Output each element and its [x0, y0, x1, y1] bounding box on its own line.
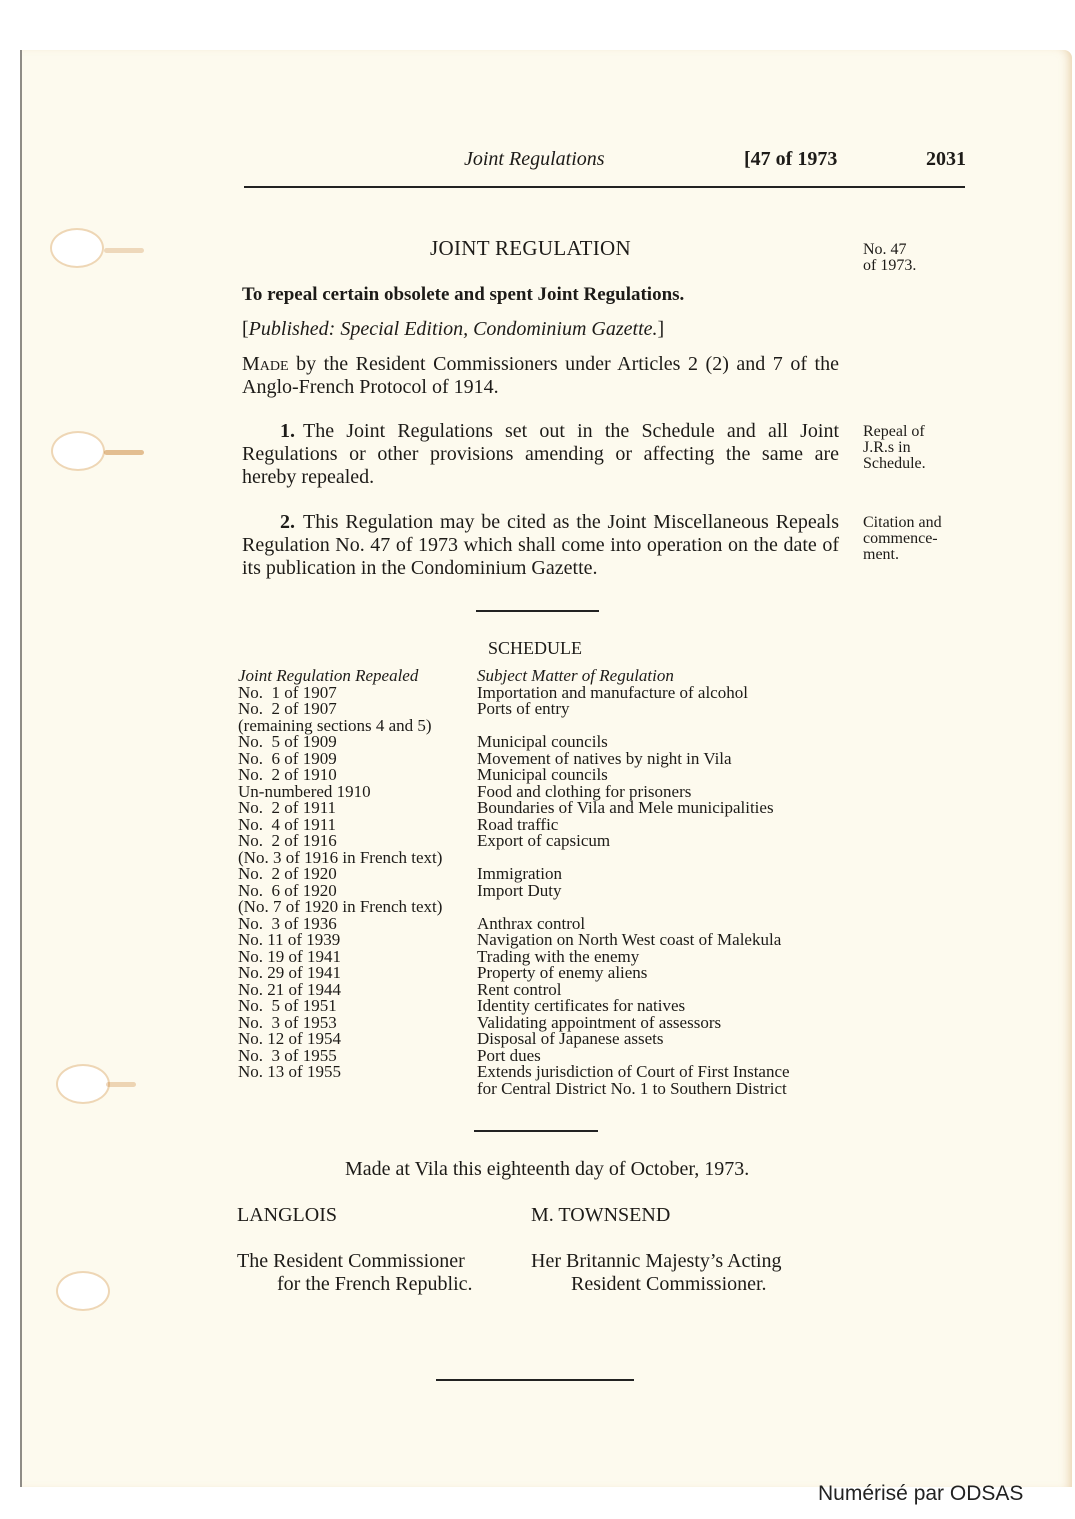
- subject-matter: Identity certificates for natives: [477, 996, 686, 1015]
- section-2-margin-note: [863, 515, 973, 563]
- repealed-regulation: No. 3 of 1953: [238, 1012, 337, 1032]
- subject-matter: Import Duty: [477, 880, 562, 900]
- subject-matter: Trading with the enemy: [477, 946, 640, 966]
- signatory-title-british: [531, 1250, 782, 1296]
- punch-hole: [52, 230, 102, 266]
- rust-stain: [104, 248, 144, 253]
- section-1: [242, 420, 839, 489]
- repealed-regulation: No. 3 of 1955: [238, 1045, 337, 1065]
- section-divider: [476, 610, 599, 612]
- bracket-open: [: [242, 318, 249, 340]
- repealed-regulation: No. 2 of 1910: [238, 765, 337, 784]
- repealed-regulation: No. 2 of 1907: [238, 699, 337, 718]
- repealed-regulation: (No. 7 of 1920 in French text): [238, 897, 443, 916]
- enacting-formula: [242, 353, 839, 399]
- repealed-regulation: No. 6 of 1909: [238, 748, 337, 768]
- title-line: for the French Republic.: [277, 1273, 473, 1295]
- schedule-table: [238, 668, 790, 1097]
- header-rule: [244, 186, 965, 188]
- margin-note-line: J.R.s in: [863, 439, 911, 456]
- enacting-text: by the Resident Commissioners under Articles 2 (2) and 7 of the Anglo-French Protocol of 1914.: [242, 353, 839, 398]
- repealed-regulation: (No. 3 of 1916 in French text): [238, 847, 443, 867]
- title-line: Her Britannic Majesty’s Acting: [531, 1250, 782, 1272]
- subject-matter: Ports of entry: [477, 699, 570, 718]
- long-title: To repeal certain obsolete and spent Joint Regulations.: [242, 284, 685, 305]
- repealed-regulation: No. 29 of 1941: [238, 963, 341, 982]
- subject-matter: Boundaries of Vila and Mele municipalities: [477, 798, 774, 817]
- section-2: [242, 511, 839, 580]
- repealed-regulation: No. 4 of 1911: [238, 814, 337, 834]
- repealed-regulation: No. 5 of 1951: [238, 996, 337, 1015]
- repealed-regulation: No. 2 of 1920: [238, 864, 337, 883]
- repealed-regulation: No. 3 of 1936: [238, 913, 337, 933]
- signatory-name-british: M. TOWNSEND: [531, 1204, 671, 1226]
- subject-matter: Municipal councils: [477, 765, 608, 784]
- page-number: 2031: [926, 148, 966, 170]
- subject-matter: Port dues: [477, 1045, 541, 1065]
- subject-matter: Anthrax control: [477, 913, 586, 933]
- margin-note-line: Repeal of: [863, 423, 925, 440]
- regulation-year-line: of 1973.: [863, 257, 917, 274]
- subject-matter: Road traffic: [477, 814, 559, 834]
- margin-note-line: commence-: [863, 530, 938, 547]
- regulation-number-note: [863, 242, 973, 274]
- subject-matter: Movement of natives by night in Vila: [477, 748, 732, 768]
- subject-matter: Disposal of Japanese assets: [477, 1029, 664, 1048]
- title-line: The Resident Commissioner: [237, 1250, 465, 1272]
- repealed-regulation: No. 21 of 1944: [238, 979, 341, 999]
- schedule-row: [238, 1078, 790, 1098]
- subject-matter: Importation and manufacture of alcohol: [477, 682, 748, 702]
- title-line: Resident Commissioner.: [571, 1273, 767, 1295]
- section-number: 1.: [280, 420, 295, 442]
- repealed-regulation: No. 5 of 1909: [238, 732, 337, 751]
- regulation-title: JOINT REGULATION: [430, 236, 631, 260]
- section-text: This Regulation may be cited as the Joint Miscellaneous Repeals Regulation No. 47 of 1973 which shall come into operation on the date of its publication in the Condominium Gazette.: [242, 511, 839, 579]
- repealed-regulation: No. 2 of 1911: [238, 798, 337, 817]
- subject-matter: Validating appointment of assessors: [477, 1012, 722, 1032]
- repealed-regulation: No. 6 of 1920: [238, 880, 337, 900]
- subject-matter: Immigration: [477, 864, 562, 883]
- schedule-title: SCHEDULE: [488, 638, 582, 658]
- made-at-statement: Made at Vila this eighteenth day of October, 1973.: [345, 1158, 750, 1180]
- section-text: The Joint Regulations set out in the Schedule and all Joint Regulations or other provisions amending or affecting the same are hereby repealed.: [242, 420, 839, 488]
- running-title: Joint Regulations: [464, 148, 605, 170]
- repealed-regulation: No. 12 of 1954: [238, 1029, 341, 1048]
- signatory-title-french: [237, 1250, 473, 1296]
- subject-matter: Rent control: [477, 979, 562, 999]
- subject-matter: Extends jurisdiction of Court of First Instance: [477, 1062, 790, 1081]
- section-1-margin-note: [863, 424, 973, 472]
- subject-matter: for Central District No. 1 to Southern District: [477, 1078, 787, 1098]
- margin-note-line: ment.: [863, 546, 899, 563]
- subject-matter: Export of capsicum: [477, 831, 611, 850]
- repealed-regulation: No. 2 of 1916: [238, 831, 337, 850]
- publication-note: [242, 318, 664, 341]
- column-header-subject: Subject Matter of Regulation: [477, 666, 674, 685]
- section-divider: [474, 1130, 598, 1132]
- repealed-regulation: (remaining sections 4 and 5): [238, 715, 432, 735]
- section-number: 2.: [280, 511, 295, 533]
- publication-text: Published: Special Edition, Condominium Gazette.: [248, 318, 658, 340]
- repealed-regulation: No. 11 of 1939: [238, 930, 341, 949]
- repealed-regulation: Un-numbered 1910: [238, 781, 371, 801]
- subject-matter: Municipal councils: [477, 732, 608, 751]
- signatory-name-french: LANGLOIS: [237, 1204, 337, 1226]
- repealed-regulation: No. 13 of 1955: [238, 1062, 341, 1081]
- repealed-regulation: No. 19 of 1941: [238, 946, 341, 966]
- end-rule: [436, 1379, 634, 1381]
- repealed-regulation: No. 1 of 1907: [238, 682, 337, 702]
- punch-hole: [53, 433, 103, 469]
- bracket-close: ]: [657, 318, 665, 340]
- margin-note-line: Schedule.: [863, 455, 926, 472]
- regulation-number-line: No. 47: [863, 241, 907, 258]
- punch-hole: [58, 1273, 108, 1309]
- rust-stain: [106, 1082, 136, 1087]
- digitization-credit: Numérisé par ODSAS: [818, 1482, 1024, 1505]
- enacting-made: Made: [242, 353, 289, 375]
- margin-note-line: Citation and: [863, 514, 942, 531]
- schedule-rows: [238, 682, 790, 1098]
- subject-matter: Food and clothing for prisoners: [477, 781, 692, 801]
- running-reference: [47 of 1973: [744, 148, 838, 170]
- column-header-repealed: Joint Regulation Repealed: [238, 666, 419, 685]
- subject-matter: Navigation on North West coast of Malekula: [477, 930, 782, 949]
- repealed-regulation: [238, 1081, 477, 1098]
- rust-stain: [104, 450, 144, 455]
- subject-matter: Property of enemy aliens: [477, 963, 648, 982]
- punch-hole: [58, 1066, 108, 1102]
